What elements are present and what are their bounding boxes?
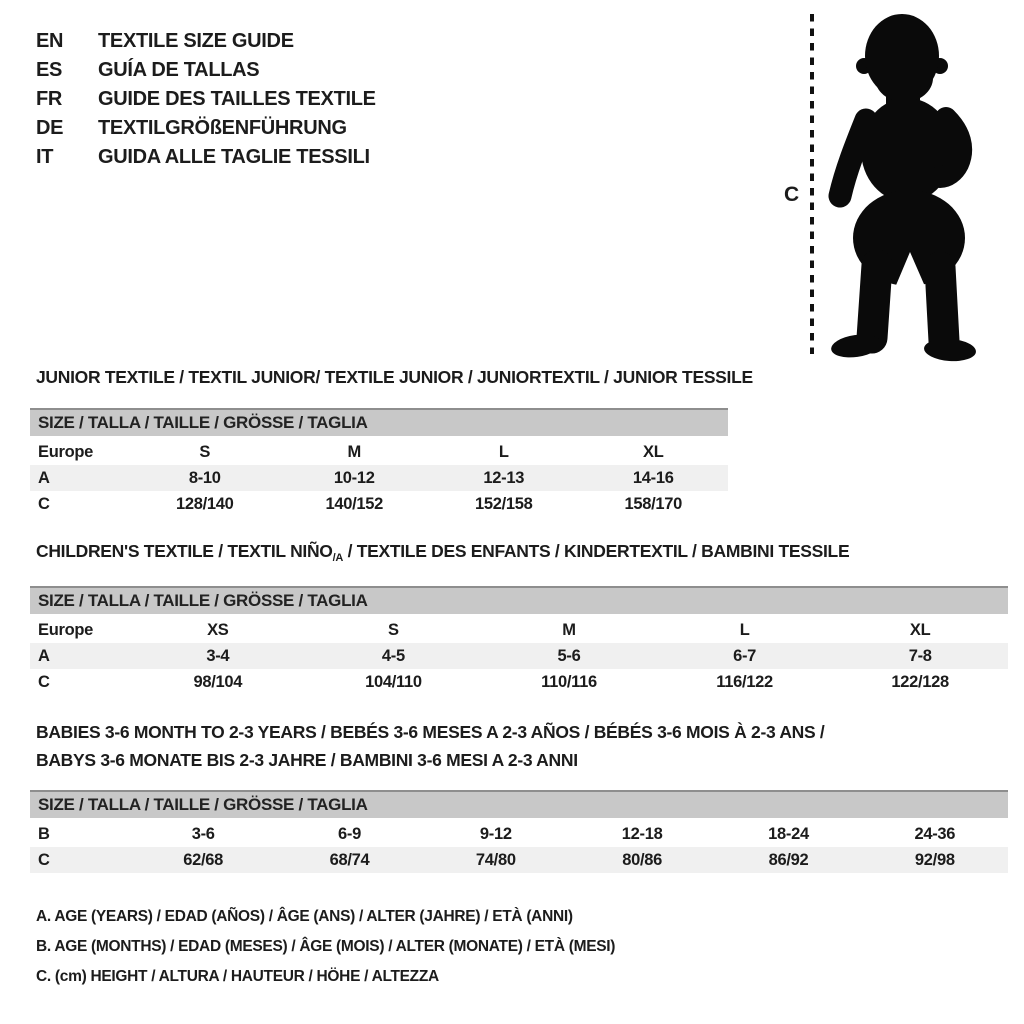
legend — [36, 902, 615, 992]
section-heading-junior: JUNIOR TEXTILE / TEXTIL JUNIOR/ TEXTILE JUNIOR / JUNIORTEXTIL / JUNIOR TESSILE — [36, 367, 753, 387]
legend-line-c: C. (cm) HEIGHT / ALTURA / HAUTEUR / HÖHE / ALTEZZA — [36, 968, 439, 985]
cell: 9-12 — [479, 824, 512, 843]
table-row — [30, 669, 1008, 695]
row-label: A — [38, 468, 50, 487]
junior-size-table — [30, 408, 728, 517]
legend-line-a: A. AGE (YEARS) / EDAD (AÑOS) / ÂGE (ANS) / ALTER (JAHRE) / ETÀ (ANNI) — [36, 908, 573, 925]
table-row — [30, 617, 1008, 643]
cell: 24-36 — [914, 824, 956, 843]
cell: 86/92 — [768, 850, 809, 869]
cell: 10-12 — [333, 468, 375, 487]
row-label: C — [38, 672, 50, 691]
table-row — [30, 491, 728, 517]
heading-subscript: /A — [332, 552, 344, 564]
cell: XL — [643, 442, 664, 461]
cell: 140/152 — [325, 494, 384, 513]
children-size-table — [30, 586, 1008, 695]
guide-title: GUÍA DE TALLAS — [98, 59, 260, 81]
heading-text: / TEXTILE DES ENFANTS / KINDERTEXTIL / BAMBINI TESSILE — [343, 541, 850, 561]
cell: XL — [909, 620, 931, 639]
cell: 4-5 — [381, 646, 405, 665]
cell: 3-6 — [191, 824, 215, 843]
cell: XS — [207, 620, 229, 639]
language-row-it — [36, 143, 376, 172]
cell: S — [388, 620, 399, 639]
language-row-es — [36, 56, 376, 85]
cell: L — [739, 620, 750, 639]
cell: M — [562, 620, 576, 639]
table-row — [30, 847, 1008, 873]
section-heading-babies — [36, 718, 825, 774]
size-header-bar: SIZE / TALLA / TAILLE / GRÖSSE / TAGLIA — [30, 790, 1008, 818]
cell: 8-10 — [188, 468, 221, 487]
language-row-de — [36, 114, 376, 143]
table-row — [30, 465, 728, 491]
guide-title: GUIDA ALLE TAGLIE TESSILI — [98, 146, 370, 168]
language-code: IT — [36, 146, 54, 168]
guide-title: TEXTILE SIZE GUIDE — [98, 30, 294, 52]
table-row — [30, 821, 1008, 847]
cell: 158/170 — [624, 494, 683, 513]
cell: 68/74 — [329, 850, 370, 869]
language-code: FR — [36, 88, 63, 110]
cell: 128/140 — [175, 494, 234, 513]
row-label: Europe — [38, 442, 94, 461]
cell: 12-18 — [621, 824, 663, 843]
heading-line-2: BABYS 3-6 MONATE BIS 2-3 JAHRE / BAMBINI 3-6 MESI A 2-3 ANNI — [36, 750, 578, 770]
language-code: ES — [36, 59, 63, 81]
cell: 80/86 — [622, 850, 663, 869]
height-figure — [760, 0, 1024, 370]
cell: 18-24 — [768, 824, 809, 843]
cell: 116/122 — [716, 672, 773, 691]
table-row — [30, 439, 728, 465]
size-header-bar: SIZE / TALLA / TAILLE / GRÖSSE / TAGLIA — [30, 408, 728, 436]
babies-size-table — [30, 790, 1008, 873]
row-label: B — [38, 824, 50, 843]
guide-title: GUIDE DES TAILLES TEXTILE — [98, 88, 376, 110]
cell: 12-13 — [483, 468, 525, 487]
height-measure-label: C — [784, 183, 799, 206]
row-label: C — [38, 850, 50, 869]
cell: 152/158 — [474, 494, 533, 513]
cell: 6-9 — [338, 824, 361, 843]
cell: 7-8 — [908, 646, 932, 665]
row-label: C — [38, 494, 50, 513]
cell: 5-6 — [557, 646, 581, 665]
cell: 104/110 — [365, 672, 422, 691]
language-row-en — [36, 27, 376, 56]
section-heading-children — [36, 541, 849, 564]
cell: 74/80 — [475, 850, 516, 869]
heading-text: CHILDREN'S TEXTILE / TEXTIL NIÑO — [36, 541, 333, 561]
size-header-bar: SIZE / TALLA / TAILLE / GRÖSSE / TAGLIA — [30, 586, 1008, 614]
language-row-fr — [36, 85, 376, 114]
row-label: A — [38, 646, 50, 665]
cell: 14-16 — [632, 468, 674, 487]
cell: 110/116 — [541, 672, 597, 691]
cell: 98/104 — [193, 672, 243, 691]
heading-line-1: BABIES 3-6 MONTH TO 2-3 YEARS / BEBÉS 3-6 MESES A 2-3 AÑOS / BÉBÉS 3-6 MOIS À 2-3 ANS / — [36, 722, 825, 742]
cell: 6-7 — [733, 646, 757, 665]
row-label: Europe — [38, 620, 94, 639]
cell: 62/68 — [183, 850, 224, 869]
language-title-list — [36, 27, 376, 172]
legend-line-b: B. AGE (MONTHS) / EDAD (MESES) / ÂGE (MOIS) / ALTER (MONATE) / ETÀ (MESI) — [36, 938, 616, 955]
cell: 122/128 — [891, 672, 949, 691]
cell: 3-4 — [206, 646, 230, 665]
language-code: DE — [36, 117, 64, 139]
language-code: EN — [36, 30, 64, 52]
cell: M — [347, 442, 361, 461]
cell: L — [498, 442, 509, 461]
toddler-silhouette-icon — [760, 0, 1024, 370]
table-row — [30, 643, 1008, 669]
cell: 92/98 — [914, 850, 955, 869]
cell: S — [199, 442, 211, 461]
guide-title: TEXTILGRÖßENFÜHRUNG — [98, 117, 347, 139]
